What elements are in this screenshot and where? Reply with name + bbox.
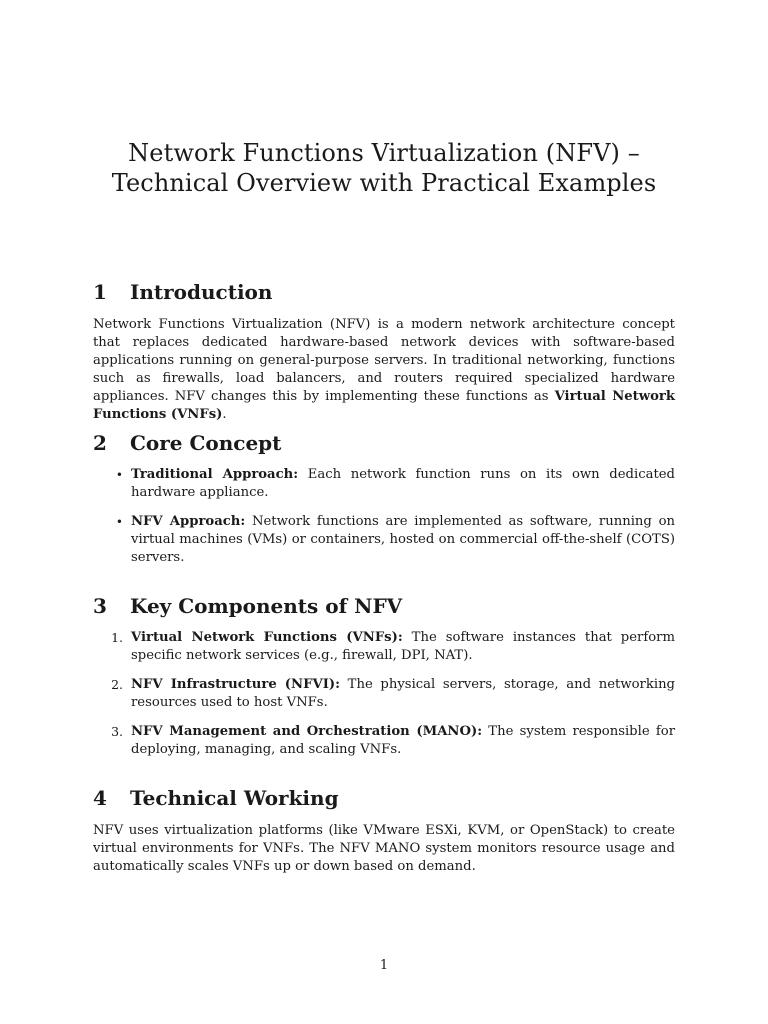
item-text: The physical servers, storage, and networking resources used to host VNFs. (131, 677, 675, 710)
document-page (93, 0, 675, 1024)
section-number: 3 (93, 594, 107, 618)
vnf-term: Virtual Network Functions (VNFs) (93, 389, 675, 422)
list-item (93, 466, 675, 502)
list-item (93, 629, 675, 665)
section-title: Introduction (130, 280, 273, 304)
section-number: 4 (93, 786, 107, 810)
item-text: Network functions are implemented as software, running on virtual machines (VMs) or containers, hosted on commercial off-the-shelf (COTS) servers. (131, 514, 675, 565)
number-marker: 1. (111, 630, 123, 645)
list-item (93, 676, 675, 712)
bullet-marker: • (115, 468, 123, 482)
section-heading-technical-working (93, 785, 339, 811)
introduction-paragraph: Network Functions Virtualization (NFV) is a modern network architecture concept that replaces dedicated hardware-based network devices with software-based applications running on general-purpose servers. In traditional networking, functions such as firewalls, load balancers, and routers required specialized hardware appliances. NFV changes this by implementing these functions as Virtual Network Functions (VNFs). (93, 317, 675, 422)
section-number: 1 (93, 280, 107, 304)
item-text: Each network function runs on its own dedicated hardware appliance. (131, 467, 675, 500)
document-title (93, 138, 675, 198)
section-title: Technical Working (130, 786, 339, 810)
item-text: The software instances that perform specific network services (e.g., firewall, DPI, NAT). (131, 630, 675, 663)
title-line-2: Technical Overview with Practical Examples (111, 169, 657, 197)
core-concept-list (93, 466, 675, 578)
bullet-marker: • (115, 515, 123, 529)
section-heading-core-concept (93, 430, 281, 456)
item-label: Virtual Network Functions (VNFs): (131, 630, 403, 645)
section-title: Core Concept (130, 431, 282, 455)
section-title: Key Components of NFV (130, 594, 403, 618)
key-components-list (93, 629, 675, 770)
list-item (93, 723, 675, 759)
technical-working-paragraph: NFV uses virtualization platforms (like VMware ESXi, KVM, or OpenStack) to create virtual environments for VNFs. The NFV MANO system monitors resource usage and automatically scales VNFs up or down based on demand. (93, 823, 675, 874)
item-label: Traditional Approach: (131, 467, 299, 482)
section-heading-key-components (93, 593, 402, 619)
number-marker: 3. (111, 724, 123, 739)
page-number: 1 (379, 958, 389, 973)
section-number: 2 (93, 431, 107, 455)
list-item (93, 513, 675, 567)
item-label: NFV Approach: (131, 514, 246, 529)
number-marker: 2. (111, 677, 123, 692)
section-heading-introduction (93, 279, 272, 305)
item-text: The system responsible for deploying, managing, and scaling VNFs. (131, 724, 675, 757)
item-label: NFV Management and Orchestration (MANO): (131, 724, 483, 739)
title-line-1: Network Functions Virtualization (NFV) – (128, 139, 640, 167)
item-label: NFV Infrastructure (NFVI): (131, 677, 340, 692)
